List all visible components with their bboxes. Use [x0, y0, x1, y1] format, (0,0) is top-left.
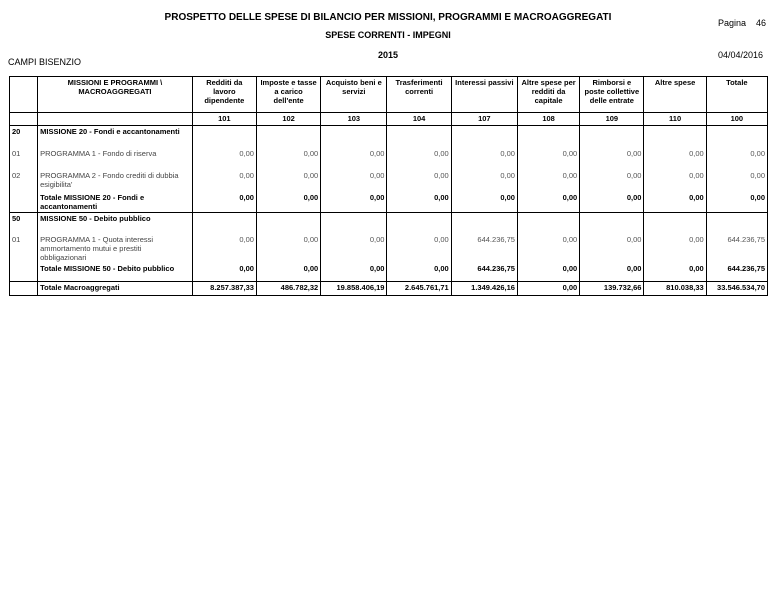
entity-name: CAMPI BISENZIO	[8, 57, 82, 67]
row-value: 0,00	[192, 148, 256, 170]
column-code: 110	[644, 113, 706, 126]
row-value: 0,00	[580, 148, 644, 170]
row-value: 0,00	[387, 234, 451, 263]
row-value: 139.732,66	[580, 281, 644, 295]
column-header: MISSIONI E PROGRAMMI \ MACROAGGREGATI	[38, 77, 193, 113]
column-code: 109	[580, 113, 644, 126]
table-header-row	[10, 77, 768, 113]
row-value: 0,00	[517, 170, 579, 192]
row-value	[580, 126, 644, 148]
row-value: 2.645.761,71	[387, 281, 451, 295]
row-value	[256, 126, 320, 148]
table-row-mission	[10, 212, 768, 234]
row-value	[387, 212, 451, 234]
row-value: 810.038,33	[644, 281, 706, 295]
row-value: 0,00	[321, 148, 387, 170]
row-value: 486.782,32	[256, 281, 320, 295]
row-value: 0,00	[321, 170, 387, 192]
page-label: Pagina	[718, 18, 747, 28]
table-row-total	[10, 263, 768, 281]
column-code: 100	[706, 113, 767, 126]
row-code: 20	[10, 126, 38, 148]
column-header: Altre spese per redditi da capitale	[517, 77, 579, 113]
row-value: 644.236,75	[451, 263, 517, 281]
page-indicator	[718, 18, 766, 28]
row-value: 0,00	[580, 234, 644, 263]
row-value: 644.236,75	[706, 263, 767, 281]
report-title: PROSPETTO DELLE SPESE DI BILANCIO PER MISSIONI, PROGRAMMI E MACROAGGREGATI	[164, 12, 612, 23]
row-value: 0,00	[644, 192, 706, 213]
column-code: 107	[451, 113, 517, 126]
row-code: 01	[10, 234, 38, 263]
row-value: 0,00	[580, 263, 644, 281]
row-value: 0,00	[387, 263, 451, 281]
row-label: Totale Macroaggregati	[38, 281, 193, 295]
row-value: 0,00	[451, 192, 517, 213]
table-row-grand	[10, 281, 768, 295]
row-value: 8.257.387,33	[192, 281, 256, 295]
row-value: 0,00	[321, 234, 387, 263]
row-value: 0,00	[192, 170, 256, 192]
row-value	[192, 212, 256, 234]
row-code: 02	[10, 170, 38, 192]
row-value: 0,00	[256, 192, 320, 213]
row-value	[580, 212, 644, 234]
row-value: 0,00	[706, 192, 767, 213]
row-value	[706, 126, 767, 148]
column-header: Rimborsi e poste collettive delle entrate	[580, 77, 644, 113]
row-label: MISSIONE 20 - Fondi e accantonamenti	[38, 126, 193, 148]
code-row	[10, 113, 768, 126]
row-value: 0,00	[256, 263, 320, 281]
row-value: 0,00	[451, 148, 517, 170]
row-value: 19.858.406,19	[321, 281, 387, 295]
row-value: 644.236,75	[451, 234, 517, 263]
column-code: 101	[192, 113, 256, 126]
row-label: PROGRAMMA 2 - Fondo crediti di dubbia esigibilita'	[38, 170, 193, 192]
row-value: 0,00	[517, 148, 579, 170]
table-row-program	[10, 148, 768, 170]
row-value: 0,00	[580, 170, 644, 192]
report-date: 04/04/2016	[718, 50, 764, 60]
row-value	[321, 212, 387, 234]
row-value: 0,00	[192, 263, 256, 281]
row-code	[10, 263, 38, 281]
row-code	[10, 192, 38, 213]
column-code: 103	[321, 113, 387, 126]
column-header: Altre spese	[644, 77, 706, 113]
code-spacer	[10, 113, 38, 126]
row-value	[192, 126, 256, 148]
row-value	[256, 212, 320, 234]
code-spacer	[38, 113, 193, 126]
row-value	[644, 126, 706, 148]
report-year: 2015	[377, 50, 399, 60]
column-header: Trasferimenti correnti	[387, 77, 451, 113]
row-value	[451, 126, 517, 148]
row-label: PROGRAMMA 1 - Quota interessi ammortamento mutui e prestiti obbligazionari	[38, 234, 193, 263]
row-value: 0,00	[517, 192, 579, 213]
row-value: 0,00	[706, 170, 767, 192]
row-value: 0,00	[644, 170, 706, 192]
row-value	[517, 212, 579, 234]
row-value: 644.236,75	[706, 234, 767, 263]
row-value	[321, 126, 387, 148]
row-value: 1.349.426,16	[451, 281, 517, 295]
row-code	[10, 281, 38, 295]
row-value: 0,00	[517, 234, 579, 263]
page-number: 46	[756, 18, 767, 28]
column-header: Interessi passivi	[451, 77, 517, 113]
row-value: 0,00	[256, 148, 320, 170]
row-value: 0,00	[192, 192, 256, 213]
row-label: Totale MISSIONE 50 - Debito pubblico	[38, 263, 193, 281]
column-header: Redditi da lavoro dipendente	[192, 77, 256, 113]
row-value	[517, 126, 579, 148]
table-row-program	[10, 170, 768, 192]
row-value: 0,00	[321, 192, 387, 213]
column-code: 104	[387, 113, 451, 126]
row-value: 0,00	[256, 234, 320, 263]
column-header: Totale	[706, 77, 767, 113]
row-code: 50	[10, 212, 38, 234]
table-row-program	[10, 234, 768, 263]
row-value: 0,00	[387, 192, 451, 213]
row-value: 0,00	[256, 170, 320, 192]
row-value: 0,00	[321, 263, 387, 281]
row-value: 0,00	[517, 263, 579, 281]
row-value: 0,00	[387, 148, 451, 170]
row-value: 0,00	[387, 170, 451, 192]
row-value: 0,00	[451, 170, 517, 192]
header-spacer	[10, 77, 38, 113]
row-value: 33.546.534,70	[706, 281, 767, 295]
row-value: 0,00	[192, 234, 256, 263]
row-label: Totale MISSIONE 20 - Fondi e accantonamenti	[38, 192, 193, 213]
row-label: PROGRAMMA 1 - Fondo di riserva	[38, 148, 193, 170]
row-value	[706, 212, 767, 234]
column-header: Imposte e tasse a carico dell'ente	[256, 77, 320, 113]
row-value: 0,00	[644, 148, 706, 170]
row-code: 01	[10, 148, 38, 170]
column-header: Acquisto beni e servizi	[321, 77, 387, 113]
row-label: MISSIONE 50 - Debito pubblico	[38, 212, 193, 234]
table-row-total	[10, 192, 768, 213]
row-value	[644, 212, 706, 234]
row-value	[451, 212, 517, 234]
table-row-mission	[10, 126, 768, 148]
report-subtitle: SPESE CORRENTI - IMPEGNI	[325, 30, 451, 40]
row-value: 0,00	[517, 281, 579, 295]
row-value: 0,00	[644, 263, 706, 281]
column-code: 108	[517, 113, 579, 126]
row-value: 0,00	[706, 148, 767, 170]
expenses-table	[9, 76, 768, 296]
row-value	[387, 126, 451, 148]
row-value: 0,00	[644, 234, 706, 263]
column-code: 102	[256, 113, 320, 126]
row-value: 0,00	[580, 192, 644, 213]
